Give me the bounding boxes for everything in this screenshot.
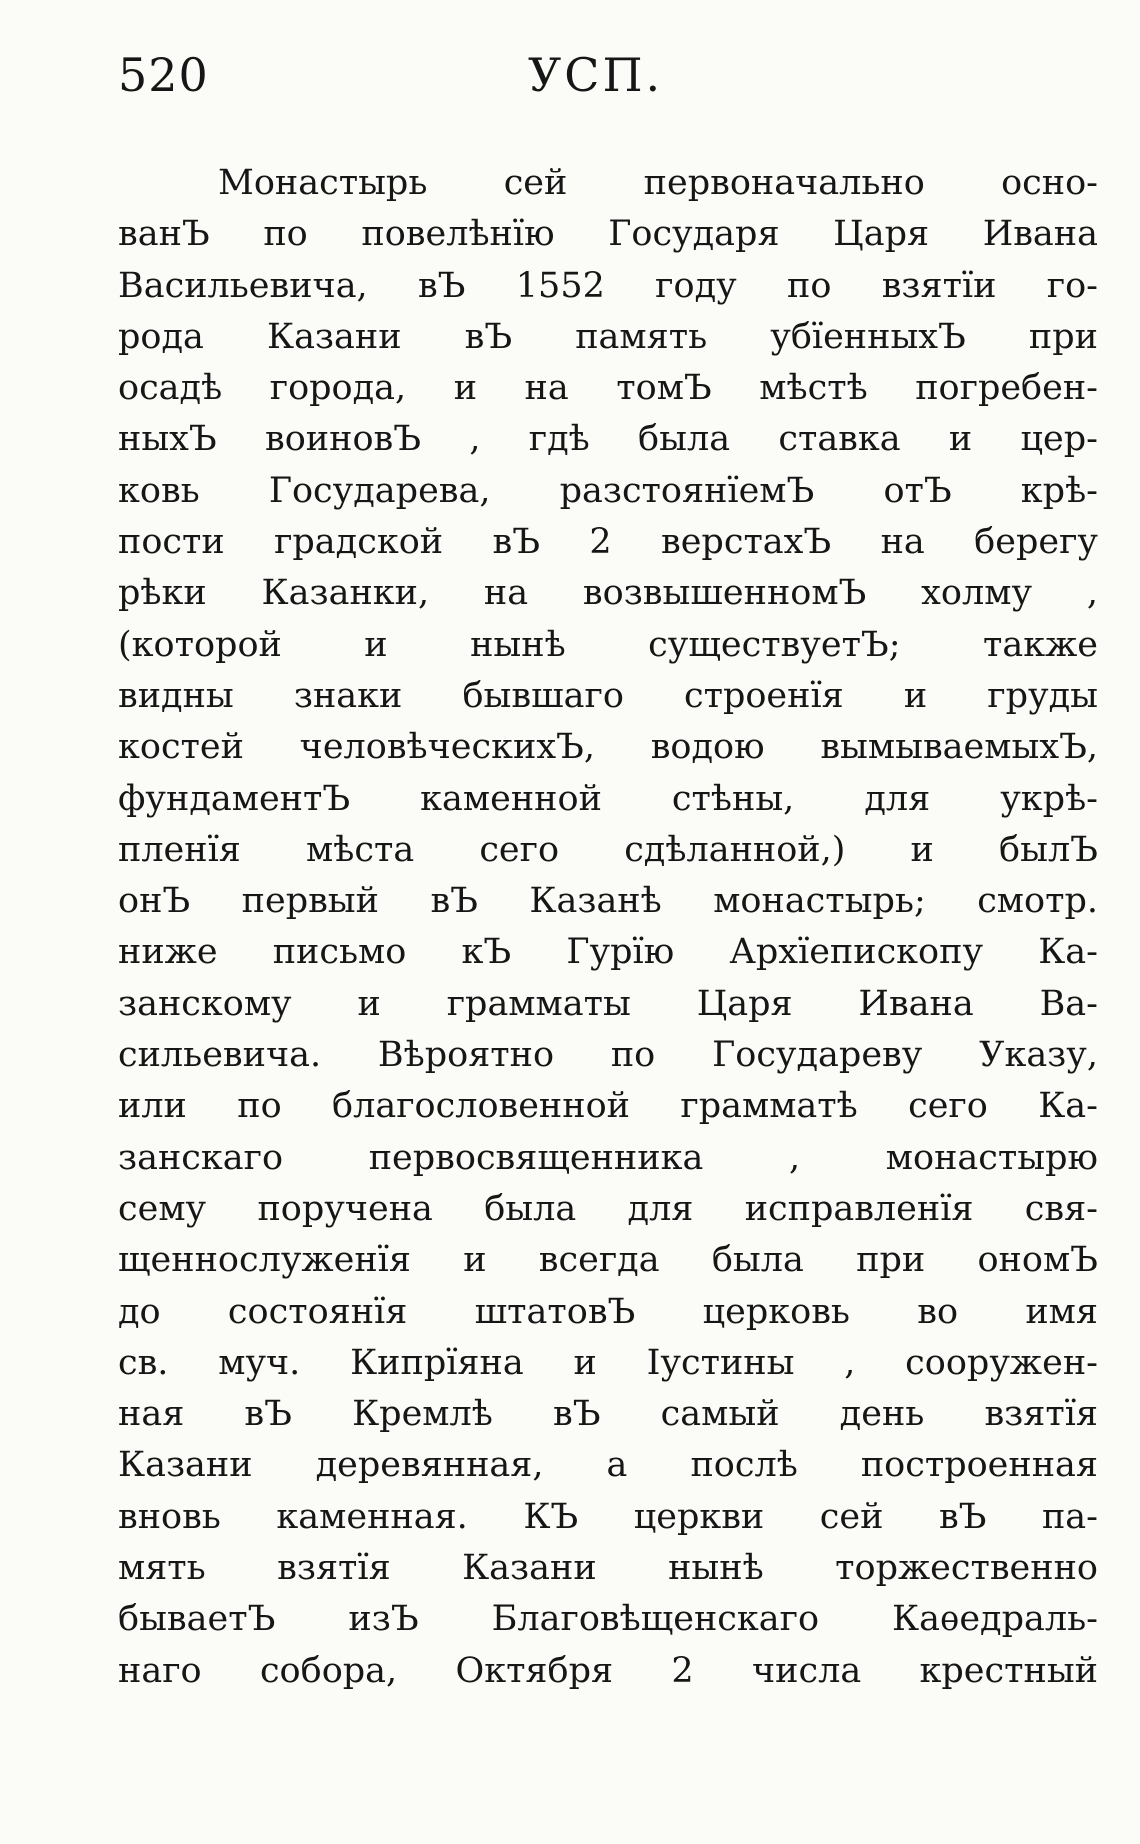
text-line: сильевича. Вѣроятно по Государеву Указу, (118, 1035, 1098, 1076)
text-line: фундаментЪ каменной стѣны, для укрѣ- (118, 778, 1098, 819)
text-line: св. муч. Кипрїяна и Іустины , сооружен- (118, 1342, 1098, 1383)
text-line: занскому и грамматы Царя Ивана Ва- (118, 983, 1098, 1024)
page-header (118, 48, 1088, 118)
text-line: занскаго первосвященника , монастырю (118, 1137, 1098, 1178)
text-line: видны знаки бывшаго строенїя и груды (118, 675, 1098, 716)
text-line: Казани деревянная, а послѣ построенная (118, 1445, 1098, 1486)
text-line: наго собора, Октября 2 числа крестный (118, 1650, 1098, 1691)
text-line: до состоянїя штатовЪ церковь во имя (118, 1291, 1098, 1332)
text-line: осадѣ города, и на томЪ мѣстѣ погребен- (118, 368, 1098, 409)
text-line: ковь Государева, разстоянїемЪ отЪ крѣ- (118, 470, 1098, 511)
text-line: или по благословенной грамматѣ сего Ка- (118, 1086, 1098, 1127)
text-line: пленїя мѣста сего сдѣланной,) и былЪ (118, 829, 1098, 870)
text-line: мять взятїя Казани нынѣ торжественно (118, 1548, 1098, 1589)
text-line: Васильевича, вЪ 1552 году по взятїи го- (118, 265, 1098, 306)
text-line: Монастырь сей первоначально осно- (218, 163, 1098, 203)
text-line: онЪ первый вЪ Казанѣ монастырь; смотр. (118, 881, 1098, 922)
text-line: сему поручена была для исправленїя свя- (118, 1188, 1098, 1229)
text-line: щеннослуженїя и всегда была при ономЪ (118, 1240, 1098, 1281)
page-number: 520 (118, 48, 209, 102)
text-line: вновь каменная. КЪ церкви сей вЪ па- (118, 1496, 1098, 1537)
text-line: ныхЪ воиновЪ , гдѣ была ставка и цер- (118, 419, 1098, 460)
text-line: пости градской вЪ 2 верстахЪ на берегу (118, 522, 1098, 563)
text-line: костей человѣческихЪ, водою вымываемыхЪ, (118, 727, 1098, 768)
text-line: бываетЪ изЪ Благовѣщенскаго Каѳедраль- (118, 1599, 1098, 1640)
text-line: ная вЪ Кремлѣ вЪ самый день взятїя (118, 1394, 1098, 1435)
text-line: рѣки Казанки, на возвышенномЪ холму , (118, 573, 1098, 614)
running-head: УСП. (528, 48, 664, 102)
text-line: (которой и нынѣ существуетЪ; такжe (118, 624, 1098, 665)
text-line: ванЪ по повелѣнїю Государя Царя Ивана (118, 214, 1098, 255)
text-line: рода Казани вЪ память убїенныхЪ при (118, 316, 1098, 357)
body-text (118, 158, 1098, 1697)
text-line: ниже письмо кЪ Гурїю Архїепископу Ка- (118, 932, 1098, 973)
